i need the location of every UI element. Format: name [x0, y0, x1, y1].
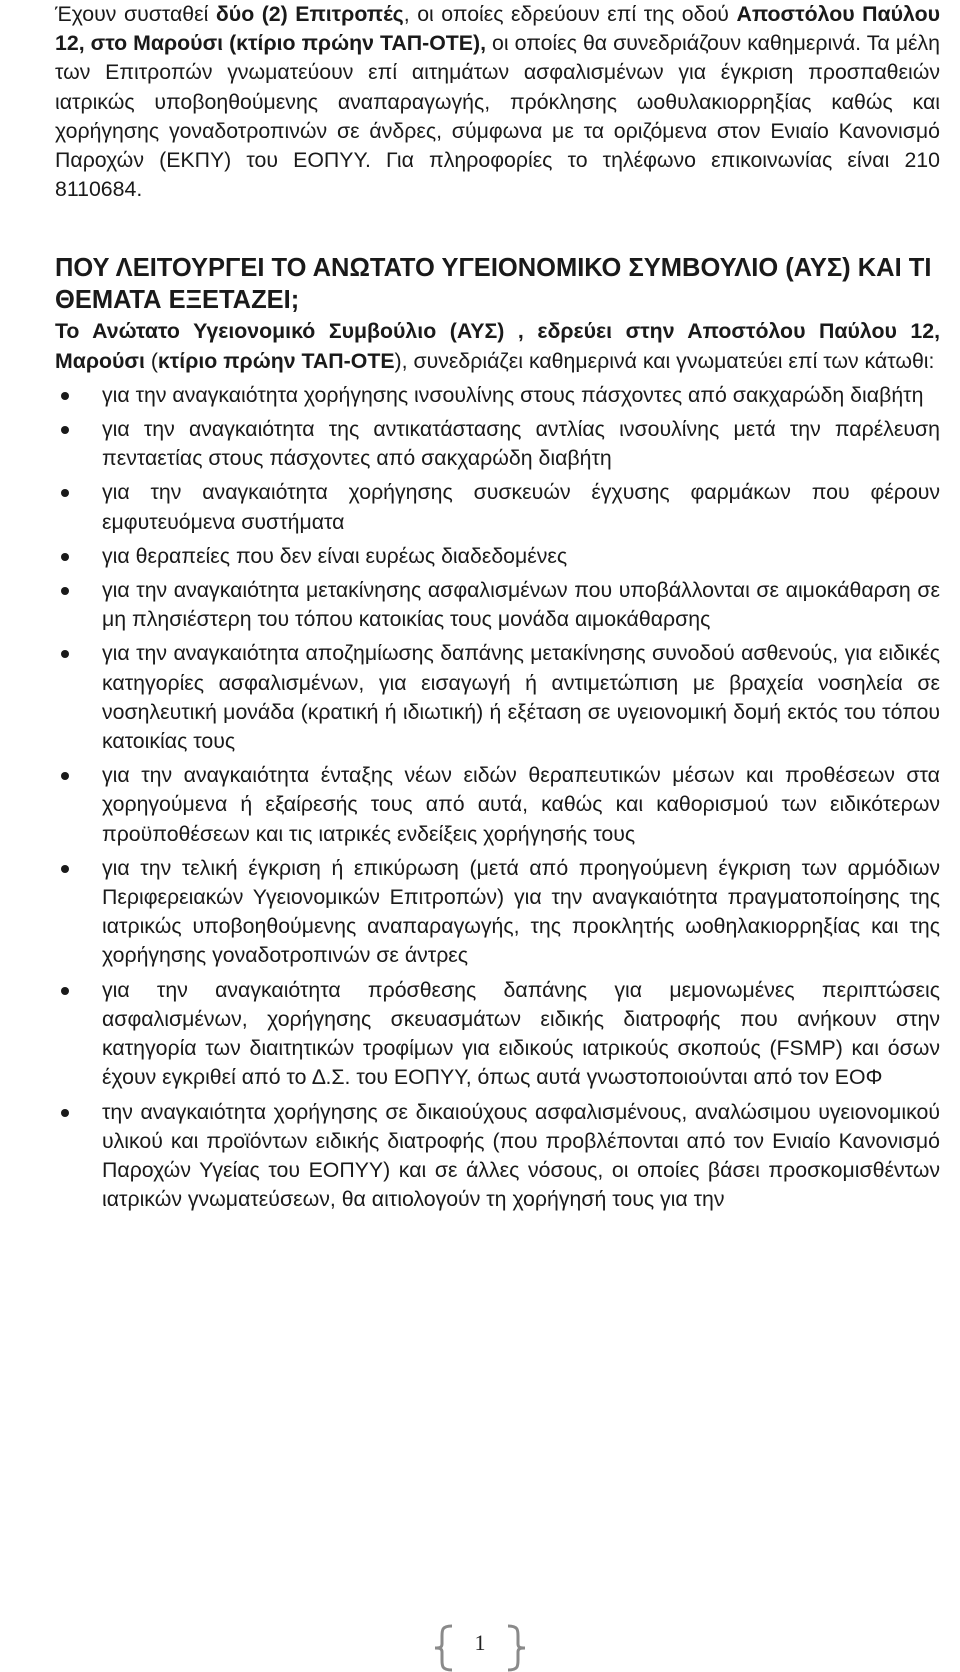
lead-bold-building: κτίριο πρώην ΤΑΠ-ΟΤΕ: [157, 348, 395, 373]
list-item: [55, 542, 940, 571]
bullet-icon: [61, 987, 69, 995]
list-item-text: για την αναγκαιότητα πρόσθεσης δαπάνης για μεμονωμένες περιπτώσεις ασφαλισμένων, χορήγησης σκευασμάτων ειδικής διατροφής που ανήκουν στην κατηγορία των διαιτητικών τροφίμων για ειδικούς ιατρικούς σκοπούς (FSMP) και όσων έχουν εγκριθεί από το ∆.Σ. του ΕΟΠΥΥ, όπως αυτά γνωστοποιούνται από τον ΕΟΦ: [102, 977, 940, 1090]
page-number: 1: [474, 1630, 486, 1655]
bullet-icon: [61, 772, 69, 780]
list-item-text: για θεραπείες που δεν είναι ευρέως διαδεδομένες: [102, 543, 568, 568]
list-item-text: για την τελική έγκριση ή επικύρωση (μετά από προηγούμενη έγκριση των αρμόδιων Περιφερειακών Υγειονομικών Επιτροπών) για την αναγκαιότητα πραγματοποίησης της ιατρικώς υποβοηθούμενης αναπαραγωγής, της προκλητής ωοθηλακιορρηξίας και της χορήγησης γοναδοτροπινών σε άντρες: [102, 855, 940, 968]
intro-text: Έχουν συσταθεί: [55, 2, 216, 26]
list-item-text: για την αναγκαιότητα της αντικατάστασης αντλίας ινσουλίνης μετά την παρέλευση πενταετίας στους πάσχοντες από σακχαρώδη διαβήτη: [102, 417, 940, 471]
intro-text: οι οποίες θα συνεδριάζουν καθημερινά. Τα μέλη των Επιτροπών γνωματεύουν επί αιτημάτων ασφαλισμένων για έγκριση προσπαθειών ιατρικώς υποβοηθούμενης αναπαραγωγής, πρόκλησης ωοθυλακιορρηξίας καθώς και χορήγησης γοναδοτροπινών σε άνδρες, σύμφωνα με τα οριζόμενα στον Ενιαίο Κανονισμό Παροχών (ΕΚΠΥ) του ΕΟΠΥΥ. Για πληροφορίες το τηλέφωνο επικοινωνίας είναι 210 8110684.: [55, 31, 940, 202]
bullet-list: [55, 381, 940, 1214]
lead-paragraph: [55, 317, 940, 375]
bullet-icon: [61, 489, 69, 497]
list-item-text: για την αναγκαιότητα αποζημίωσης δαπάνης μετακίνησης συνοδού ασθενούς, για ειδικές κατηγορίες ασφαλισμένων, για εισαγωγή ή αντιμετώπιση με βραχεία νοσηλεία σε νοσηλευτική μονάδα (κρατική ή ιδιωτική) ή εξέταση σε υγειονομική δομή εκτός του τόπου κατοικίας τους: [102, 641, 940, 754]
list-item-text: για την αναγκαιότητα μετακίνησης ασφαλισμένων που υποβάλλονται σε αιμοκάθαρση σε μη πλησιέστερη του τόπου κατοικίας τους μονάδα αιμοκάθαρσης: [102, 578, 940, 632]
list-item-text: για την αναγκαιότητα χορήγησης συσκευών έγχυσης φαρμάκων που φέρουν εμφυτευόμενα συστήματα: [102, 480, 940, 534]
section-heading: ΠΟΥ ΛΕΙΤΟΥΡΓΕΙ ΤΟ ΑΝΩΤΑΤΟ ΥΓΕΙΟΝΟΜΙΚΟ ΣΥΜΒΟΥΛΙΟ (ΑΥΣ) ΚΑΙ ΤΙ ΘΕΜΑΤΑ ΕΞΕΤΑΖΕΙ;: [55, 254, 932, 315]
list-item: [55, 761, 940, 849]
bullet-icon: [61, 426, 69, 434]
intro-bold-address: Αποστόλου Παύλου 12, στο Μαρούσι (κτίριο πρώην ΤΑΠ-ΟΤΕ),: [55, 2, 940, 56]
list-item: [55, 415, 940, 473]
page-footer: [0, 1624, 960, 1672]
list-item: [55, 381, 940, 410]
intro-text: , οι οποίες εδρεύουν επί της οδού: [403, 2, 737, 26]
bullet-icon: [61, 1109, 69, 1117]
bullet-icon: [61, 553, 69, 561]
lead-text: ), συνεδριάζει καθημερινά και γνωματεύει επί των κάτωθι:: [394, 348, 935, 373]
bullet-icon: [61, 587, 69, 595]
intro-paragraph: [55, 0, 940, 204]
bullet-icon: [61, 865, 69, 873]
lead-text: (: [144, 348, 158, 373]
list-item-text: για την αναγκαιότητα ένταξης νέων ειδών θεραπευτικών μέσων και προθέσεων στα χορηγούμενα ή εξαίρεσής τους από αυτά, καθώς και καθορισμού των ειδικότερων προϋποθέσεων και τις ιατρικές ενδείξεις χορήγησής τους: [102, 763, 940, 846]
document-page: [55, 0, 940, 1214]
list-item: [55, 478, 940, 536]
list-item: [55, 576, 940, 634]
lead-bold-text: Το Ανώτατο Υγειονομικό Συμβούλιο (ΑΥΣ) , εδρεύει στην Αποστόλου Παύλου 12, Μαρούσι: [55, 319, 940, 373]
list-item: [55, 976, 940, 1093]
list-item: [55, 854, 940, 971]
bullet-icon: [61, 392, 69, 400]
list-item-text: για την αναγκαιότητα χορήγησης ινσουλίνης στους πάσχοντες από σακχαρώδη διαβήτη: [102, 382, 924, 407]
list-item: [55, 1098, 940, 1215]
intro-bold-committees: δύο (2) Επιτροπές: [215, 2, 404, 26]
bullet-icon: [61, 650, 69, 658]
list-item-text: την αναγκαιότητα χορήγησης σε δικαιούχους ασφαλισμένους, αναλώσιμου υγειονομικού υλικού και προϊόντων ειδικής διατροφής (που προβλέπονται από τον Ενιαίο Κανονισμό Παροχών Υγείας του ΕΟΠΥΥ) και σε άλλες νόσους, οι οποίες βάσει προσκομισθέντων ιατρικών γνωματεύσεων, θα αιτιολογούν τη χορήγησή τους για την: [102, 1099, 940, 1212]
list-item: [55, 639, 940, 756]
